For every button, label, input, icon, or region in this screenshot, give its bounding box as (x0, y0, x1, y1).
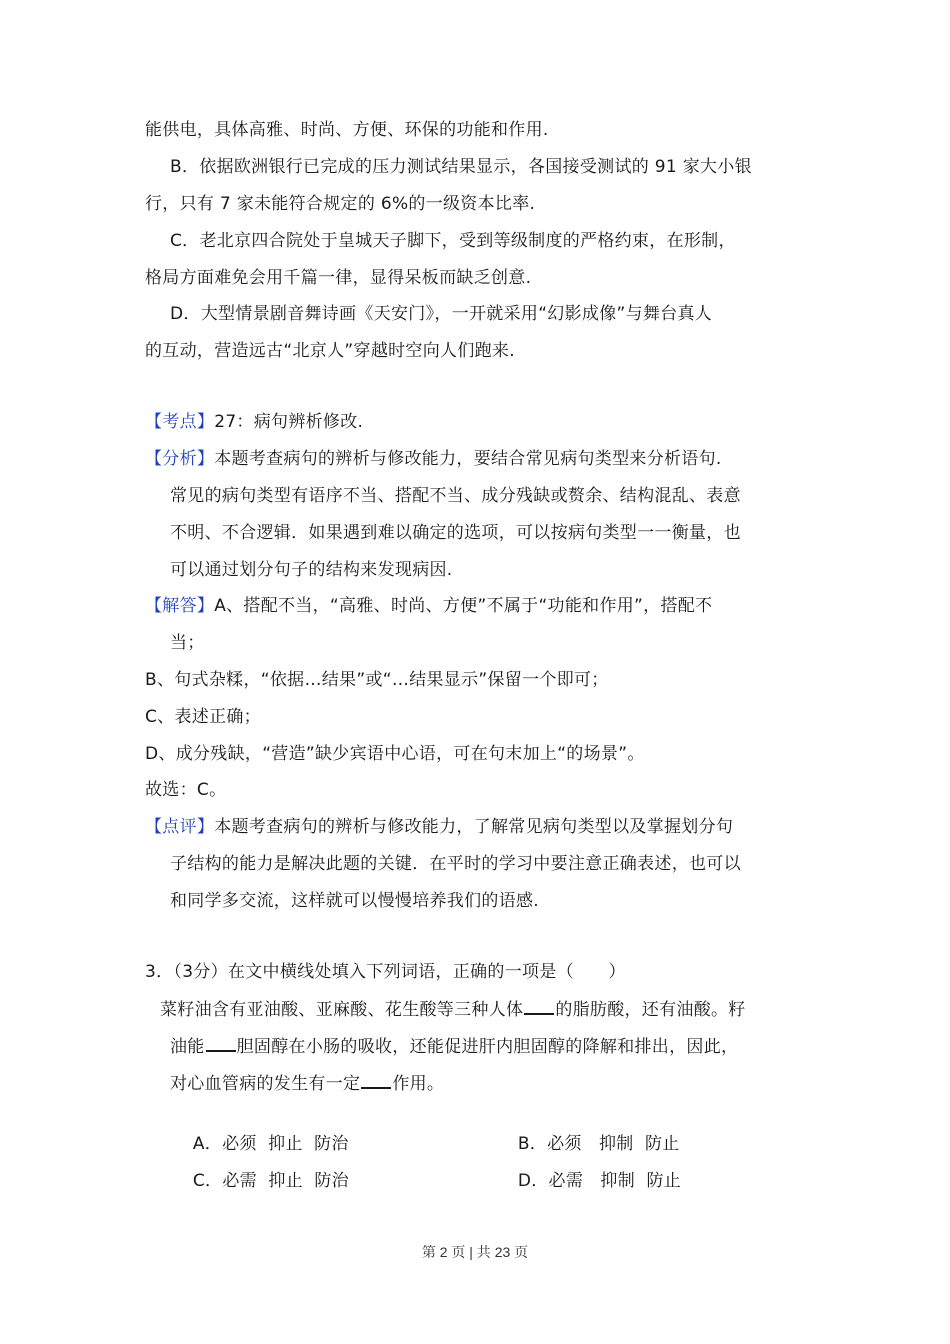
option-text: 必需 抑止 防治 (222, 1171, 349, 1191)
kaodian-text: 27：病句辨析修改. (214, 412, 364, 432)
option-c-line-2: 格局方面难免会用千篇一律，显得呆板而缺乏创意. (145, 268, 532, 288)
option-c-line: C．老北京四合院处于皇城天子脚下，受到等级制度的严格约束，在形制， (170, 231, 736, 251)
option-letter: D． (517, 1171, 549, 1191)
question-3-passage-line-2 (170, 1034, 738, 1059)
option-d (495, 1145, 681, 1217)
passage-text: 对心血管病的发生有一定 (170, 1074, 361, 1094)
fenxi-line (145, 447, 722, 471)
option-b-line-2: 行，只有 7 家未能符合规定的 6%的一级资本比率. (145, 194, 536, 214)
jieda-b-line: B、句式杂糅，“依据…结果”或“…结果显示”保留一个即可； (145, 670, 609, 690)
jieda-c-line: C、表述正确； (145, 707, 261, 727)
fenxi-line-2: 常见的病句类型有语序不当、搭配不当、成分残缺或赘余、结构混乱、表意 (170, 486, 741, 506)
kaodian-label: 【考点】 (145, 412, 215, 432)
option-b-line: B．依据欧洲银行已完成的压力测试结果显示，各国接受测试的 91 家大小银 (170, 157, 752, 177)
jieda-line-2: 当； (170, 633, 205, 653)
option-letter: A． (192, 1134, 223, 1154)
question-3-title: 3．（3分）在文中横线处填入下列词语，正确的一项是（ ） (145, 962, 626, 982)
passage-text: 作用。 (392, 1074, 445, 1094)
fenxi-label: 【分析】 (145, 449, 215, 469)
passage-text: 胆固醇在小肠的吸收，还能促进肝内胆固醇的降解和排出，因此， (236, 1037, 739, 1057)
jieda-d-line: D、成分残缺，“营造”缺少宾语中心语，可在句末加上“的场景”。 (145, 744, 645, 764)
fenxi-line-3: 不明、不合逻辑．如果遇到难以确定的选项，可以按病句类型一一衡量，也 (170, 523, 741, 543)
fill-blank-3 (361, 1071, 391, 1089)
option-c (170, 1145, 349, 1217)
dianping-line (145, 815, 733, 839)
jieda-label: 【解答】 (145, 596, 215, 616)
option-text: 必需 抑制 防止 (548, 1171, 682, 1191)
page-footer: 第 2 页 | 共 23 页 (421, 1244, 529, 1260)
fenxi-line-4: 可以通过划分句子的结构来发现病因. (170, 560, 453, 580)
jieda-line (145, 594, 712, 618)
option-text: 必须 抑止 防治 (222, 1134, 349, 1154)
dianping-text: 本题考查病句的辨析与修改能力，了解常见病句类型以及掌握划分句 (214, 817, 734, 837)
passage-text: 油能 (170, 1037, 205, 1057)
option-d-line-2: 的互动，营造远古“北京人”穿越时空向人们跑来. (145, 341, 515, 361)
fill-blank-1 (524, 997, 554, 1015)
jieda-text: A、搭配不当，“高雅、时尚、方便”不属于“功能和作用”，搭配不 (214, 596, 713, 616)
dianping-line-3: 和同学多交流，这样就可以慢慢培养我们的语感. (170, 891, 540, 911)
passage-text: 菜籽油含有亚油酸、亚麻酸、花生酸等三种人体 (160, 1000, 524, 1020)
passage-text: 的脂肪酸，还有油酸。籽 (555, 1000, 746, 1020)
dianping-line-2: 子结构的能力是解决此题的关键．在平时的学习中要注意正确表述，也可以 (170, 854, 741, 874)
dianping-label: 【点评】 (145, 817, 215, 837)
kaodian-line (145, 410, 363, 434)
prev-text-line: 能供电，具体高雅、时尚、方便、环保的功能和作用. (145, 120, 549, 140)
fill-blank-2 (206, 1034, 236, 1052)
option-text: 必须 抑制 防止 (547, 1134, 680, 1154)
option-letter: C． (192, 1171, 223, 1191)
jieda-answer-line: 故选：C。 (145, 780, 227, 800)
fenxi-text: 本题考查病句的辨析与修改能力，要结合常见病句类型来分析语句. (214, 449, 722, 469)
option-d-line: D．大型情景剧音舞诗画《天安门》，一开就采用“幻影成像”与舞台真人 (170, 304, 713, 324)
question-3-passage-line-3 (170, 1071, 444, 1096)
question-3-passage-line-1 (160, 997, 746, 1022)
option-letter: B． (517, 1134, 548, 1154)
